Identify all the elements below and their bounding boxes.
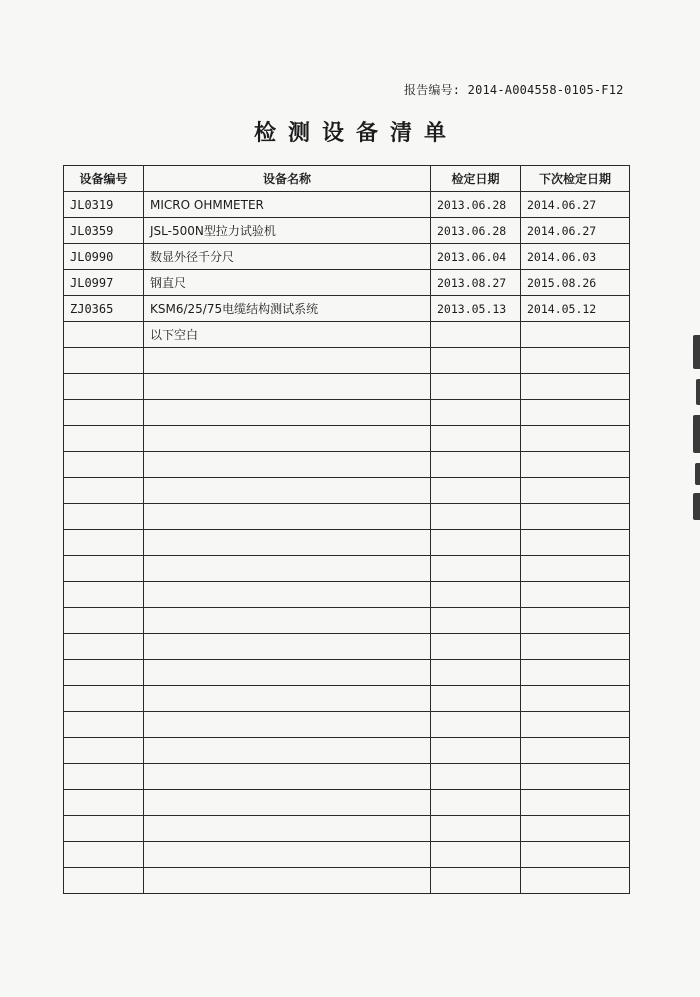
calibration-date-cell bbox=[431, 634, 521, 660]
equipment-name-cell: MICRO OHMMETER bbox=[144, 192, 431, 218]
next-calibration-date-cell bbox=[521, 790, 630, 816]
equipment-name-cell bbox=[144, 634, 431, 660]
table-row bbox=[64, 634, 630, 660]
calibration-date-cell bbox=[431, 868, 521, 894]
calibration-date-cell: 2013.06.28 bbox=[431, 192, 521, 218]
calibration-date-cell bbox=[431, 348, 521, 374]
calibration-date-cell bbox=[431, 400, 521, 426]
equipment-name-cell bbox=[144, 374, 431, 400]
calibration-date-cell bbox=[431, 790, 521, 816]
equipment-name-cell bbox=[144, 764, 431, 790]
calibration-date-cell bbox=[431, 556, 521, 582]
next-calibration-date-cell bbox=[521, 374, 630, 400]
table-row bbox=[64, 764, 630, 790]
equipment-code-cell bbox=[64, 660, 144, 686]
equipment-code-cell bbox=[64, 504, 144, 530]
equipment-name-cell: KSM6/25/75电缆结构测试系统 bbox=[144, 296, 431, 322]
equipment-name-cell: 以下空白 bbox=[144, 322, 431, 348]
equipment-code-cell bbox=[64, 322, 144, 348]
equipment-name-cell: 数显外径千分尺 bbox=[144, 244, 431, 270]
equipment-code-cell bbox=[64, 426, 144, 452]
calibration-date-cell bbox=[431, 608, 521, 634]
equipment-name-cell bbox=[144, 712, 431, 738]
equipment-name-cell bbox=[144, 556, 431, 582]
equipment-code-cell: JL0990 bbox=[64, 244, 144, 270]
table-row bbox=[64, 244, 630, 270]
equipment-code-cell bbox=[64, 452, 144, 478]
page-title: 检测设备清单 bbox=[253, 121, 458, 146]
equipment-code-cell: JL0997 bbox=[64, 270, 144, 296]
calibration-date-cell bbox=[431, 764, 521, 790]
table-row bbox=[64, 582, 630, 608]
equipment-name-cell bbox=[144, 686, 431, 712]
table-row bbox=[64, 452, 630, 478]
next-calibration-date-cell bbox=[521, 634, 630, 660]
next-calibration-date-cell: 2015.08.26 bbox=[521, 270, 630, 296]
calibration-date-cell bbox=[431, 816, 521, 842]
equipment-name-cell bbox=[144, 348, 431, 374]
equipment-name-cell bbox=[144, 660, 431, 686]
calibration-date-cell: 2013.08.27 bbox=[431, 270, 521, 296]
calibration-date-cell bbox=[431, 426, 521, 452]
equipment-code-cell bbox=[64, 842, 144, 868]
next-calibration-date-cell bbox=[521, 816, 630, 842]
next-calibration-date-cell: 2014.06.27 bbox=[521, 192, 630, 218]
table-row bbox=[64, 530, 630, 556]
table-row bbox=[64, 478, 630, 504]
table-row bbox=[64, 270, 630, 296]
next-calibration-date-cell bbox=[521, 400, 630, 426]
equipment-code-cell bbox=[64, 686, 144, 712]
table-row bbox=[64, 608, 630, 634]
equipment-name-cell bbox=[144, 842, 431, 868]
column-header-next-cal-date: 下次检定日期 bbox=[521, 166, 630, 192]
table-body bbox=[64, 192, 630, 894]
calibration-date-cell bbox=[431, 842, 521, 868]
equipment-code-cell: JL0319 bbox=[64, 192, 144, 218]
equipment-name-cell: 钢直尺 bbox=[144, 270, 431, 296]
equipment-code-cell bbox=[64, 530, 144, 556]
equipment-code-cell bbox=[64, 764, 144, 790]
partial-seal-stamp-icon bbox=[690, 335, 700, 520]
next-calibration-date-cell bbox=[521, 712, 630, 738]
equipment-code-cell bbox=[64, 712, 144, 738]
calibration-date-cell: 2013.06.04 bbox=[431, 244, 521, 270]
column-header-code: 设备编号 bbox=[64, 166, 144, 192]
equipment-name-cell bbox=[144, 400, 431, 426]
equipment-code-cell bbox=[64, 634, 144, 660]
equipment-code-cell bbox=[64, 478, 144, 504]
equipment-name-cell bbox=[144, 426, 431, 452]
equipment-table bbox=[63, 165, 630, 894]
equipment-code-cell bbox=[64, 374, 144, 400]
next-calibration-date-cell bbox=[521, 608, 630, 634]
table-header-row bbox=[64, 166, 630, 192]
equipment-code-cell bbox=[64, 556, 144, 582]
calibration-date-cell bbox=[431, 660, 521, 686]
table-row bbox=[64, 374, 630, 400]
table-row bbox=[64, 738, 630, 764]
equipment-code-cell bbox=[64, 400, 144, 426]
next-calibration-date-cell bbox=[521, 426, 630, 452]
table-row bbox=[64, 842, 630, 868]
table-row bbox=[64, 790, 630, 816]
equipment-code-cell bbox=[64, 348, 144, 374]
table-row bbox=[64, 504, 630, 530]
next-calibration-date-cell bbox=[521, 478, 630, 504]
report-number: 报告编号: 2014-A004558-0105-F12 bbox=[404, 83, 624, 97]
next-calibration-date-cell bbox=[521, 530, 630, 556]
equipment-name-cell bbox=[144, 582, 431, 608]
equipment-code-cell bbox=[64, 868, 144, 894]
table-row bbox=[64, 296, 630, 322]
table-row bbox=[64, 348, 630, 374]
equipment-name-cell bbox=[144, 530, 431, 556]
equipment-name-cell: JSL-500N型拉力试验机 bbox=[144, 218, 431, 244]
next-calibration-date-cell: 2014.06.03 bbox=[521, 244, 630, 270]
next-calibration-date-cell bbox=[521, 582, 630, 608]
table-row bbox=[64, 712, 630, 738]
calibration-date-cell bbox=[431, 686, 521, 712]
next-calibration-date-cell bbox=[521, 504, 630, 530]
calibration-date-cell bbox=[431, 712, 521, 738]
calibration-date-cell bbox=[431, 478, 521, 504]
next-calibration-date-cell: 2014.05.12 bbox=[521, 296, 630, 322]
calibration-date-cell bbox=[431, 738, 521, 764]
calibration-date-cell bbox=[431, 322, 521, 348]
calibration-date-cell bbox=[431, 582, 521, 608]
calibration-date-cell bbox=[431, 504, 521, 530]
next-calibration-date-cell: 2014.06.27 bbox=[521, 218, 630, 244]
table-row bbox=[64, 660, 630, 686]
next-calibration-date-cell bbox=[521, 842, 630, 868]
equipment-name-cell bbox=[144, 608, 431, 634]
equipment-name-cell bbox=[144, 816, 431, 842]
equipment-code-cell: JL0359 bbox=[64, 218, 144, 244]
next-calibration-date-cell bbox=[521, 686, 630, 712]
next-calibration-date-cell bbox=[521, 660, 630, 686]
next-calibration-date-cell bbox=[521, 764, 630, 790]
equipment-name-cell bbox=[144, 478, 431, 504]
equipment-name-cell bbox=[144, 452, 431, 478]
table-row bbox=[64, 556, 630, 582]
calibration-date-cell: 2013.05.13 bbox=[431, 296, 521, 322]
column-header-cal-date: 检定日期 bbox=[431, 166, 521, 192]
next-calibration-date-cell bbox=[521, 738, 630, 764]
table-row bbox=[64, 400, 630, 426]
table-row bbox=[64, 192, 630, 218]
next-calibration-date-cell bbox=[521, 348, 630, 374]
calibration-date-cell: 2013.06.28 bbox=[431, 218, 521, 244]
calibration-date-cell bbox=[431, 452, 521, 478]
equipment-name-cell bbox=[144, 868, 431, 894]
equipment-code-cell bbox=[64, 582, 144, 608]
table-row bbox=[64, 868, 630, 894]
next-calibration-date-cell bbox=[521, 556, 630, 582]
next-calibration-date-cell bbox=[521, 322, 630, 348]
equipment-code-cell bbox=[64, 790, 144, 816]
next-calibration-date-cell bbox=[521, 868, 630, 894]
calibration-date-cell bbox=[431, 530, 521, 556]
equipment-name-cell bbox=[144, 790, 431, 816]
calibration-date-cell bbox=[431, 374, 521, 400]
equipment-name-cell bbox=[144, 738, 431, 764]
equipment-code-cell bbox=[64, 816, 144, 842]
table-row bbox=[64, 218, 630, 244]
column-header-name: 设备名称 bbox=[144, 166, 431, 192]
table-row bbox=[64, 686, 630, 712]
equipment-code-cell bbox=[64, 738, 144, 764]
table-row bbox=[64, 322, 630, 348]
table-row bbox=[64, 426, 630, 452]
equipment-code-cell bbox=[64, 608, 144, 634]
table-row bbox=[64, 816, 630, 842]
equipment-code-cell: ZJ0365 bbox=[64, 296, 144, 322]
next-calibration-date-cell bbox=[521, 452, 630, 478]
equipment-name-cell bbox=[144, 504, 431, 530]
